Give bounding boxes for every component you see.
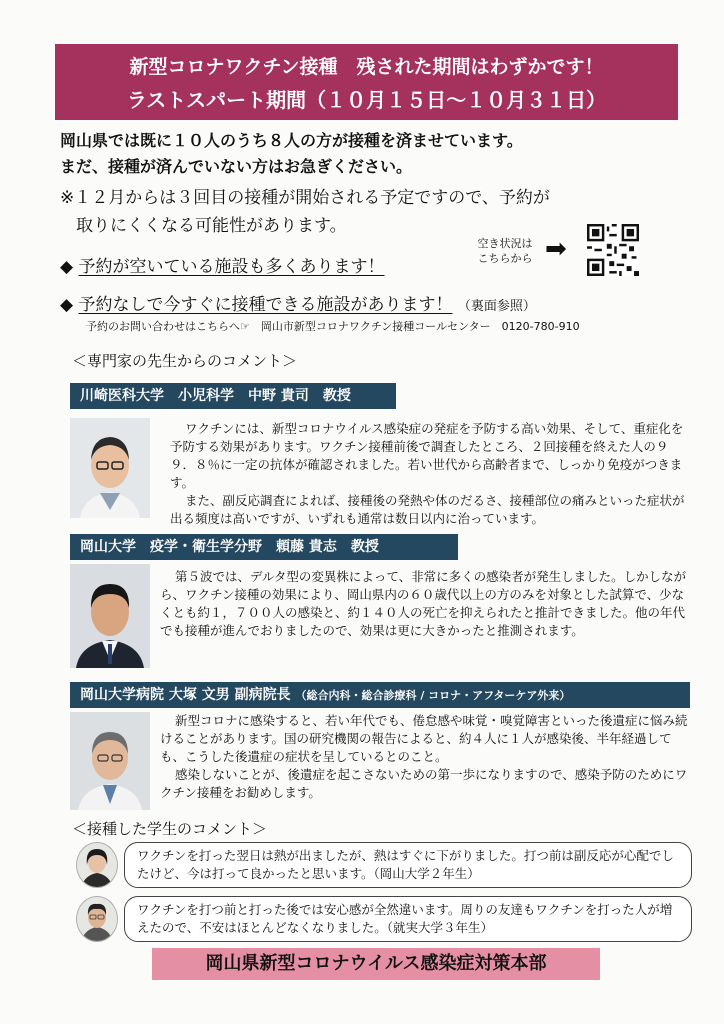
footer-organization: 岡山県新型コロナウイルス感染症対策本部 [152,948,600,980]
qr-label [470,236,540,266]
headline-banner [55,44,678,120]
expert-name-bar [70,534,458,560]
diamond-icon: ◆ [60,257,74,277]
comment-paragraph: また、副反応調査によれば、接種後の発熱や体のだるさ、接種部位の痛みといった症状が出る頻度は高いですが、いずれも通常は数日以内に治っています。 [170,493,685,526]
expert-comment [160,712,688,802]
bullet-walk-in-facilities [60,290,536,315]
expert-name-bar [70,383,396,409]
bullet-vacant-facilities [60,252,384,277]
expert-photo [70,564,150,668]
expert-name: 岡山大学 疫学・衛生学分野 頼藤 貴志 教授 [80,539,379,555]
bullet-text: 予約が空いている施設も多くあります！ [78,257,385,277]
expert-affiliation: （総合内科・総合診療科 / コロナ・アフターケア外来） [295,689,571,702]
student-comment-bubble [124,896,692,942]
comment-paragraph: 感染しないことが、後遺症を起こさないための第一歩になりますので、感染予防のためにワクチン接種をお勧めします。 [160,767,688,800]
arrow-right-icon: ➡ [545,234,567,264]
qr-code[interactable] [587,224,639,276]
student-comment-bubble [124,842,692,888]
lead-line-2: まだ、接種が済んでいない方はお急ぎください。 [60,157,413,176]
bullet-text: 予約なしで今すぐに接種できる施設があります！ [78,295,453,315]
qr-label-line-1: 空き状況は [477,237,533,250]
expert-name-bar [70,682,690,708]
expert-name: 岡山大学病院 大塚 文男 副病院長 [80,687,291,703]
student-comment: ワクチンを打つ前と打った後では安心感が全然違います。周りの友達もワクチンを打った人が増えたので、不安はほとんどなくなりました。（就実大学３年生） [137,902,673,935]
comment-paragraph: 第５波では、デルタ型の変異株によって、非常に多くの感染者が発生しました。しかしながら、ワクチン接種の効果により、岡山県内の６０歳代以上の方のみを対象とした試算で、少なくとも約１，７００人の感染と、約１４０人の死亡を抑えられたと推計できました。他の年代でも接種が進んでおりましたので、効果は更に大きかったと推測されます。 [160,569,687,638]
notice-line-1: ※１２月からは３回目の接種が開始される予定ですので、予約が [60,188,550,208]
students-heading: ＜接種した学生のコメント＞ [72,820,268,838]
diamond-icon: ◆ [60,295,74,315]
bullet-reference: （裏面参照） [457,299,536,314]
student-avatar [76,842,118,888]
notice-line-2: 取りにくくなる可能性があります。 [76,216,347,236]
expert-photo [70,418,150,518]
expert-name: 川崎医科大学 小児科学 中野 貴司 教授 [80,388,351,404]
experts-heading: ＜専門家の先生からのコメント＞ [72,352,298,370]
qr-label-line-2: こちらから [477,252,533,265]
comment-paragraph: ワクチンには、新型コロナウイルス感染症の発症を予防する高い効果、そして、重症化を予防する効果があります。ワクチン接種前後で調査したところ、２回接種を終えた人の９９．８％に一定の抗体が確認されました。若い世代から高齢者まで、しっかり免疫がつきます。 [170,421,684,490]
expert-comment [160,568,688,640]
student-comment: ワクチンを打った翌日は熱が出ましたが、熱はすぐに下がりました。打つ前は副反応が心配でしたけど、今は打って良かったと思います。（岡山大学２年生） [137,848,674,881]
comment-paragraph: 新型コロナに感染すると、若い年代でも、倦怠感や味覚・嗅覚障害といった後遺症に悩み続けることがあります。国の研究機関の報告によると、約４人に１人が感染後、半年経過しても、こうした後遺症の症状を呈しているとのこと。 [160,713,688,764]
student-avatar [76,896,118,942]
headline-line-1: 新型コロナワクチン接種 残された期間はわずかです！ [129,56,604,78]
expert-photo [70,712,150,810]
headline-line-2: ラストスパート期間（１０月１５日～１０月３１日） [126,88,607,112]
expert-comment [170,420,686,528]
lead-line-1: 岡山県では既に１０人のうち８人の方が接種を済ませています。 [60,131,523,150]
contact-line: 予約のお問い合わせはこちらへ☞ 岡山市新型コロナワクチン接種コールセンター 0120-780-910 [86,320,580,333]
